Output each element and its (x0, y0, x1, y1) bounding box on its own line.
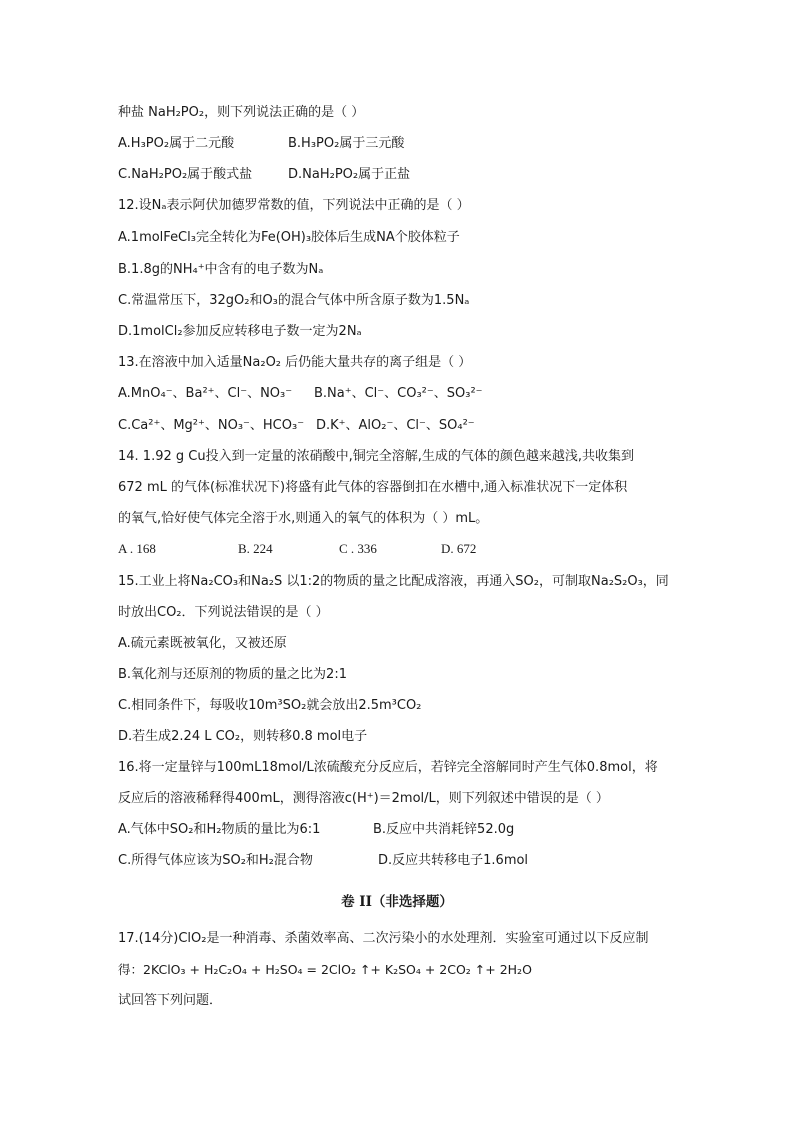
q16-option-d: D.反应共转移电子1.6mol (378, 853, 529, 868)
q13-option-d: D.K⁺、AlO₂⁻、Cl⁻、SO₄²⁻ (316, 418, 475, 433)
q11-option-c: C.NaH₂PO₂属于酸式盐 (118, 167, 253, 182)
q13-option-b: B.Na⁺、Cl⁻、CO₃²⁻、SO₃²⁻ (314, 386, 483, 401)
q13-option-a: A.MnO₄⁻、Ba²⁺、Cl⁻、NO₃⁻ (118, 386, 293, 401)
q17-equation: 得：2KClO₃ + H₂C₂O₄ + H₂SO₄ = 2ClO₂ ↑+ K₂SO₄ + 2CO₂ ↑+ 2H₂O (118, 962, 532, 977)
q13-stem: 13.在溶液中加入适量Na₂O₂ 后仍能大量共存的离子组是（ ） (118, 355, 472, 370)
q11-option-d: D.NaH₂PO₂属于正盐 (288, 167, 411, 182)
q12-option-d: D.1molCl₂参加反应转移电子数一定为2Nₐ (118, 324, 362, 339)
q14-option-c: C . 336 (339, 541, 377, 556)
q14-stem-line3: 的氧气,恰好使气体完全溶于水,则通入的氧气的体积为（ ）mL。 (118, 511, 489, 526)
q13-option-c: C.Ca²⁺、Mg²⁺、NO₃⁻、HCO₃⁻ (118, 418, 305, 433)
q11-option-b: B.H₃PO₂属于三元酸 (288, 136, 405, 151)
q16-stem-line2: 反应后的溶液稀释得400mL，测得溶液c(H⁺)＝2mol/L，则下列叙述中错误的是（ ） (118, 791, 609, 806)
q16-option-b: B.反应中共消耗锌52.0g (373, 822, 515, 837)
q15-stem-line2: 时放出CO₂．下列说法错误的是（ ） (118, 605, 329, 620)
q16-option-a: A.气体中SO₂和H₂物质的量比为6:1 (118, 822, 321, 837)
q17-stem-line1: 17.(14分)ClO₂是一种消毒、杀菌效率高、二次污染小的水处理剂．实验室可通过以下反应制 (118, 931, 649, 946)
q15-option-a: A.硫元素既被氧化，又被还原 (118, 636, 287, 651)
q15-stem-line1: 15.工业上将Na₂CO₃和Na₂S 以1:2的物质的量之比配成溶液，再通入SO₂，可制取Na₂S₂O₃，同 (118, 574, 669, 589)
q12-option-a: A.1molFeCl₃完全转化为Fe(OH)₃胶体后生成NA个胶体粒子 (118, 230, 460, 245)
q14-option-a: A . 168 (118, 541, 156, 556)
q15-option-d: D.若生成2.24 L CO₂，则转移0.8 mol电子 (118, 729, 368, 744)
q11-stem-continued: 种盐 NaH₂PO₂，则下列说法正确的是（ ） (118, 105, 365, 120)
q14-option-d: D. 672 (441, 541, 477, 556)
q15-option-c: C.相同条件下，每吸收10m³SO₂就会放出2.5m³CO₂ (118, 698, 422, 713)
q15-option-b: B.氧化剂与还原剂的物质的量之比为2:1 (118, 667, 347, 682)
section-heading: 卷 II（非选择题） (341, 894, 453, 910)
q17-instruction: 试回答下列问题． (118, 993, 223, 1008)
q16-option-c: C.所得气体应该为SO₂和H₂混合物 (118, 853, 313, 868)
q12-option-c: C.常温常压下，32gO₂和O₃的混合气体中所含原子数为1.5Nₐ (118, 293, 470, 308)
q14-option-b: B. 224 (238, 541, 273, 556)
q12-stem: 12.设Nₐ表示阿伏加德罗常数的值，下列说法中正确的是（ ） (118, 198, 470, 213)
q14-stem-line1: 14. 1.92 g Cu投入到一定量的浓硝酸中,铜完全溶解,生成的气体的颜色越来越浅,共收集到 (118, 449, 634, 464)
q16-stem-line1: 16.将一定量锌与100mL18mol/L浓硫酸充分反应后，若锌完全溶解同时产生气体0.8mol，将 (118, 760, 658, 775)
q14-stem-line2: 672 mL 的气体(标准状况下)将盛有此气体的容器倒扣在水槽中,通入标准状况下一定体积 (118, 480, 628, 495)
q11-option-a: A.H₃PO₂属于二元酸 (118, 136, 235, 151)
q12-option-b: B.1.8g的NH₄⁺中含有的电子数为Nₐ (118, 262, 324, 277)
